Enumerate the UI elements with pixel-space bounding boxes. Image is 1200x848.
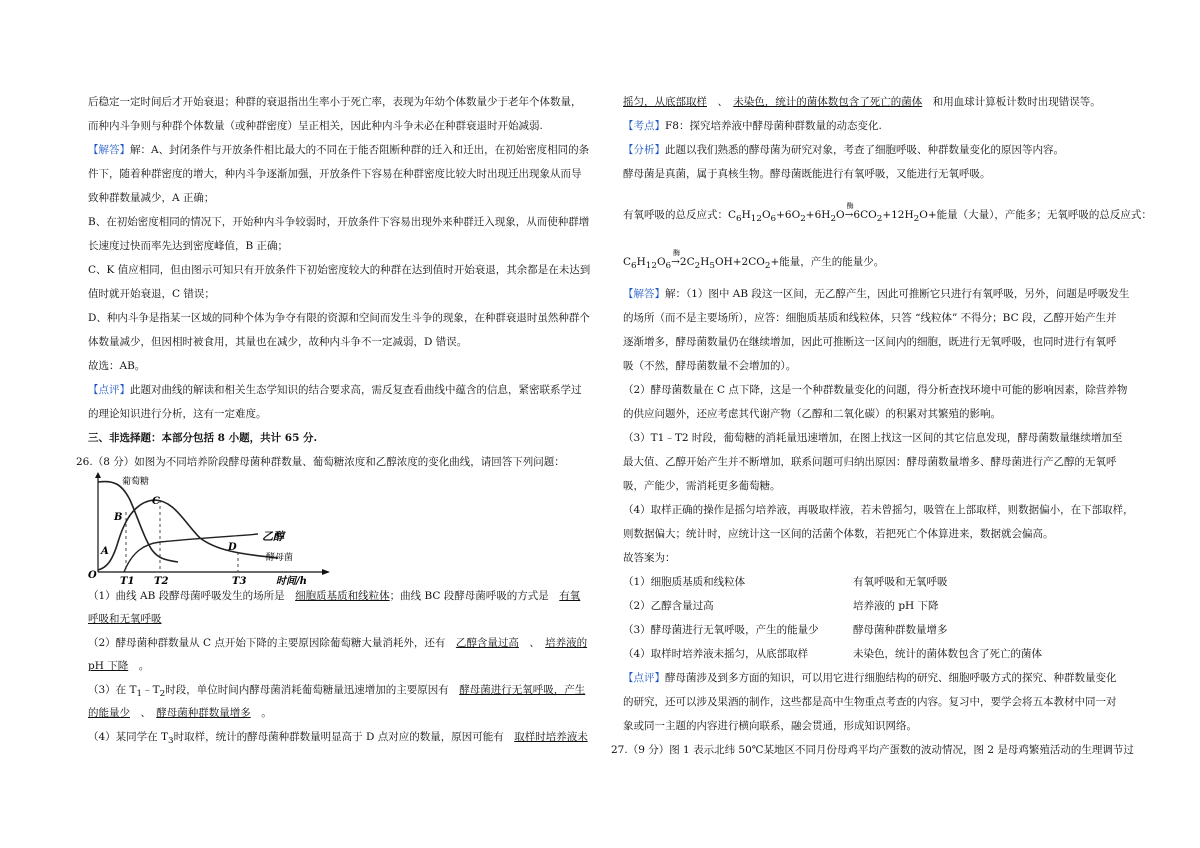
text: 时段，单位时间内酵母菌消耗葡萄糖量迅速增加的主要原因有 bbox=[165, 684, 449, 696]
subscript: 6 bbox=[631, 261, 637, 272]
text: 有氧呼吸的总反应式：C bbox=[623, 209, 737, 221]
solution-tag: 【解答】 bbox=[623, 288, 665, 300]
point-label-a: A bbox=[101, 546, 109, 557]
paragraph-line: C、K 值应相同，但由图示可知只有开放条件下初始密度较大的种群在达到值时开始衰退，其余都是在未达到 bbox=[88, 264, 591, 276]
subscript: 6 bbox=[770, 214, 777, 225]
subscript: 2 bbox=[764, 261, 771, 272]
subscript: 1 bbox=[136, 689, 143, 700]
enzyme-label: 酶 bbox=[846, 202, 854, 210]
question-26: 26.（8 分）如图为不同培养阶段酵母菌种群数量、葡萄糖浓度和乙醇浓度的变化曲线，请回答下列问题： bbox=[76, 456, 565, 468]
text: 。 bbox=[261, 707, 272, 719]
text: （4）某同学在 T bbox=[88, 731, 169, 743]
subscript: 2 bbox=[830, 214, 837, 225]
series-label-ethanol: 乙醇 bbox=[262, 530, 284, 543]
paragraph-line: （2）酵母菌数量在 C 点下降，这是一个种群数量变化的问题，得分析查找环境中可能的影响因素，除营养物 bbox=[623, 384, 1128, 396]
paragraph-line: 吸，产能少，需消耗更多葡萄糖。 bbox=[623, 480, 781, 492]
answer-blank: 有氧 bbox=[559, 590, 581, 602]
paragraph-line: （4）取样正确的操作是摇匀培养液，再吸取样液，若未曾摇匀，吸管在上部取样，则数据偏小，在下部取样， bbox=[623, 504, 1134, 516]
text: +12H bbox=[882, 209, 914, 221]
text: 此题对曲线的解读和相关生态学知识的结合要求高，需反复查看曲线中蕴含的信息，紧密联系学过 bbox=[130, 384, 582, 396]
aerobic-equation bbox=[623, 202, 1152, 226]
dashed-guides bbox=[126, 500, 238, 572]
subscript: 6 bbox=[665, 261, 672, 272]
text: ；曲线 BC 段酵母菌呼吸的方式是 bbox=[389, 590, 549, 602]
answer-line: 故选：AB。 bbox=[88, 360, 146, 372]
answer-blank: 培养液的 bbox=[545, 637, 588, 649]
final-answer-1 bbox=[623, 575, 745, 589]
text: （1）曲线 AB 段酵母菌呼吸发生的场所是 bbox=[88, 590, 285, 602]
text: 解：（1）图中 AB 段这一区间，无乙醇产生，因此可推断它只进行有氧呼吸，另外，问题是呼吸发生 bbox=[665, 288, 1130, 300]
question-26-1-cont bbox=[88, 612, 162, 626]
text: O bbox=[836, 209, 845, 221]
paragraph-line: 象或同一主题的内容进行横向联系，融会贯通，形成知识网络。 bbox=[623, 720, 917, 732]
anaerobic-equation bbox=[623, 249, 885, 273]
paragraph-line: 逐渐增多，酵母菌数量仍在继续增加，因此可推断这一区间内的细胞，既进行无氧呼吸，也同时进行有氧呼 bbox=[623, 336, 1117, 348]
subscript: 2 bbox=[159, 689, 166, 700]
answer-blank: 呼吸和无氧呼吸 bbox=[88, 613, 162, 625]
subscript: 12 bbox=[750, 214, 762, 225]
text: 酵母菌涉及到多方面的知识，可以用它进行细胞结构的研究、细胞呼吸方式的探究、种群数量变化 bbox=[665, 672, 1117, 684]
origin-label: O bbox=[88, 570, 97, 581]
subscript: 3 bbox=[168, 736, 174, 747]
subscript: 5 bbox=[709, 261, 715, 272]
text: OH+2CO bbox=[714, 256, 765, 268]
final-answer-4: （4）取样时培养液未摇匀，从底部取样 bbox=[623, 648, 809, 660]
review-tag: 【点评】 bbox=[88, 384, 130, 396]
text: H bbox=[741, 209, 751, 221]
review-tag: 【点评】 bbox=[623, 672, 665, 684]
text: 、 bbox=[717, 96, 723, 108]
text: 解：A、封闭条件与开放条件相比最大的不同在于能否阻断种群的迁入和迁出，在初始密度相同的条 bbox=[130, 144, 590, 156]
text: O bbox=[761, 209, 771, 221]
paragraph-line: 长速度过快而率先达到密度峰值，B 正确； bbox=[88, 240, 289, 252]
y-axis-arrow bbox=[95, 472, 101, 478]
text: H bbox=[700, 256, 710, 268]
text: +6O bbox=[776, 209, 801, 221]
paragraph-line: 件下，随着种群密度的增大，种内斗争逐渐加强，开放条件下容易在种群密度比较大时出现迁出现象从而导 bbox=[88, 168, 582, 180]
text: 。 bbox=[138, 660, 150, 672]
point-label-c: C bbox=[152, 496, 160, 507]
text: 此题以我们熟悉的酵母菌为研究对象，考查了细胞呼吸、种群数量变化的原因等内容。 bbox=[665, 144, 1064, 156]
paragraph-line: 最大值、乙醇开始产生并不断增加，联系问题可归纳出原因：酵母菌数量增多、酵母菌进行产乙醇的无氧呼 bbox=[623, 456, 1117, 468]
text: 、 bbox=[140, 707, 146, 719]
answer-blank: 乙醇含量过高 bbox=[455, 637, 519, 649]
final-answer-3b: 酵母菌种群数量增多 bbox=[853, 624, 948, 636]
paragraph-line: 则数据偏大；统计时，应统计这一区间的活菌个体数，若把死亡个体算进来，数据就会偏高。 bbox=[623, 528, 1054, 540]
text: H bbox=[636, 256, 646, 268]
text: 时取样，统计的酵母菌种群数量明显高于 D 点对应的数量，原因可能有 bbox=[173, 731, 504, 743]
question-27: 27.（9 分）图 1 表示北纬 50℃某地区不同月份母鸡平均产蛋数的波动情况，图 2 是母鸡繁殖活动的生理调节过 bbox=[611, 744, 1134, 756]
text: O bbox=[656, 256, 666, 268]
subscript: 2 bbox=[876, 214, 883, 225]
text: +6H bbox=[805, 209, 831, 221]
text: （3）在 T bbox=[88, 684, 137, 696]
question-26-2 bbox=[88, 636, 587, 650]
answer-blank: 的能量少 bbox=[88, 707, 130, 719]
reaction-arrow bbox=[671, 249, 695, 269]
glucose-curve bbox=[98, 482, 178, 562]
text: （1）细胞质基质和线粒体 bbox=[623, 576, 746, 588]
paragraph-line: 的理论知识进行分析，这有一定难度。 bbox=[88, 408, 267, 420]
text: （2）酵母菌种群数量从 C 点开始下降的主要原因除葡萄糖大量消耗外，还有 bbox=[88, 637, 446, 649]
paragraph-line: B、在初始密度相同的情况下，开始种内斗争较弱时，开放条件下容易出现外来种群迁入现象，从而使种群增 bbox=[88, 216, 590, 228]
x-tick-t3: T3 bbox=[232, 576, 247, 587]
final-answer-4b: 未染色，统计的菌体数包含了死亡的菌体 bbox=[853, 648, 1042, 660]
x-tick-t1: T1 bbox=[120, 576, 135, 587]
subscript: 6 bbox=[736, 214, 742, 225]
text: ﹣T bbox=[142, 684, 160, 696]
paragraph-line: 的场所（而不是主要场所），应答：细胞质基质和线粒体，只答 “线粒体” 不得分；BC 段，乙醇开始产生并 bbox=[623, 312, 1117, 324]
text: F8：探究培养液中酵母菌种群数量的动态变化. bbox=[665, 120, 882, 132]
paragraph-line: 酵母菌是真菌，属于真核生物。酵母菌既能进行有氧呼吸，又能进行无氧呼吸。 bbox=[623, 168, 991, 180]
answer-blank: 取样时培养液未 bbox=[514, 731, 588, 743]
paragraph-line: 的研究，还可以涉及果酒的制作，这些都是高中生物重点考查的内容。复习中，要学会将五本教材中同一对 bbox=[623, 696, 1117, 708]
final-answer-2b: 培养液的 pH 下降 bbox=[853, 600, 939, 612]
yeast-curve-chart bbox=[88, 472, 338, 588]
subscript: 2 bbox=[800, 214, 806, 225]
subscript: 2 bbox=[694, 261, 701, 272]
subscript: 12 bbox=[645, 261, 657, 272]
answer-blank: pH 下降 bbox=[88, 660, 129, 672]
reaction-arrow bbox=[844, 202, 877, 222]
solution-tag: 【解答】 bbox=[88, 144, 130, 156]
point-label-b: B bbox=[114, 512, 123, 523]
text: →6CO bbox=[844, 209, 877, 221]
review-line bbox=[623, 671, 1117, 685]
question-26-3-cont bbox=[88, 706, 272, 720]
paragraph-line: 而种内斗争则与种群个体数量（或种群密度）呈正相关，因此种内斗争未必在种群衰退时开始减弱. bbox=[88, 120, 543, 132]
text: +能量，产生的能量少。 bbox=[770, 256, 885, 268]
text: 、 bbox=[529, 637, 535, 649]
section-heading: 三、非选择题：本部分包括 8 小题，共计 65 分. bbox=[88, 432, 318, 444]
enzyme-label: 酶 bbox=[673, 249, 681, 257]
analysis-line bbox=[623, 143, 1064, 157]
text: 和用血球计算板计数时出现错误等。 bbox=[932, 96, 1101, 108]
series-label-glucose: 葡萄糖 bbox=[122, 477, 150, 487]
answer-blank: 酵母菌种群数量增多 bbox=[156, 707, 251, 719]
text: →2C bbox=[671, 256, 695, 268]
paragraph-line: 吸（不然，酵母菌数量不会增加的）。 bbox=[623, 360, 797, 372]
answer-continuation bbox=[623, 95, 1101, 109]
paragraph-line: 的供应问题外，还应考虑其代谢产物（乙醇和二氧化碳）的积累对其繁殖的影响。 bbox=[623, 408, 1001, 420]
solution-line bbox=[88, 143, 589, 157]
paragraph-line: 后稳定一定时间后才开始衰退；种群的衰退指出生率小于死亡率，表现为年幼个体数量少于老年个体数量， bbox=[88, 96, 582, 108]
text: O+能量（大量），产能多；无氧呼吸的总反应式： bbox=[919, 209, 1152, 221]
question-26-2-cont bbox=[88, 659, 149, 673]
question-26-1 bbox=[88, 589, 580, 603]
x-tick-t2: T2 bbox=[154, 576, 169, 587]
paragraph-line: 致种群数量减少，A 正确； bbox=[88, 192, 215, 204]
point-label-d: D bbox=[228, 542, 237, 553]
paragraph-line: 体数量减少，但因相时被食用，其量也在减少，故种内斗争不一定减弱，D 错误。 bbox=[88, 336, 468, 348]
review-line bbox=[88, 383, 582, 397]
final-answer-1b: 有氧呼吸和无氧呼吸 bbox=[853, 576, 948, 588]
question-26-4 bbox=[88, 730, 588, 748]
x-axis-arrow bbox=[322, 569, 330, 575]
analysis-tag: 【分析】 bbox=[623, 144, 665, 156]
knowledge-point-tag: 【考点】 bbox=[623, 120, 665, 132]
knowledge-point-line bbox=[623, 119, 882, 133]
answer-blank: 摇匀，从底部取样 bbox=[623, 96, 707, 108]
paragraph-line: （3）T1﹣T2 时段，葡萄糖的消耗量迅速增加，在图上找这一区间的其它信息发现，酵母菌数量继续增加至 bbox=[623, 432, 1123, 444]
answer-blank: 酵母菌进行无氧呼吸，产生 bbox=[459, 684, 586, 696]
paragraph-line: D、种内斗争是指某一区域的同种个体为争夺有限的资源和空间而发生斗争的现象，在种群衰退时虽然种群个 bbox=[88, 312, 590, 324]
series-label-yeast: 酵母菌 bbox=[266, 553, 294, 563]
text: C bbox=[623, 256, 632, 268]
x-axis-label: 时间/h bbox=[276, 576, 307, 587]
answer-blank: 未染色，统计的菌体数包含了死亡的菌体 bbox=[733, 96, 923, 108]
final-answer-2: （2）乙醇含量过高 bbox=[623, 600, 714, 612]
final-answer-3: （3）酵母菌进行无氧呼吸，产生的能量少 bbox=[623, 624, 819, 636]
paragraph-line: 值时就开始衰退，C 错误； bbox=[88, 288, 215, 300]
answer-title: 故答案为： bbox=[623, 552, 676, 564]
subscript: 2 bbox=[913, 214, 920, 225]
answer-blank: 细胞质基质和线粒体 bbox=[295, 590, 390, 602]
question-26-3 bbox=[88, 683, 585, 701]
solution-line bbox=[623, 287, 1129, 301]
